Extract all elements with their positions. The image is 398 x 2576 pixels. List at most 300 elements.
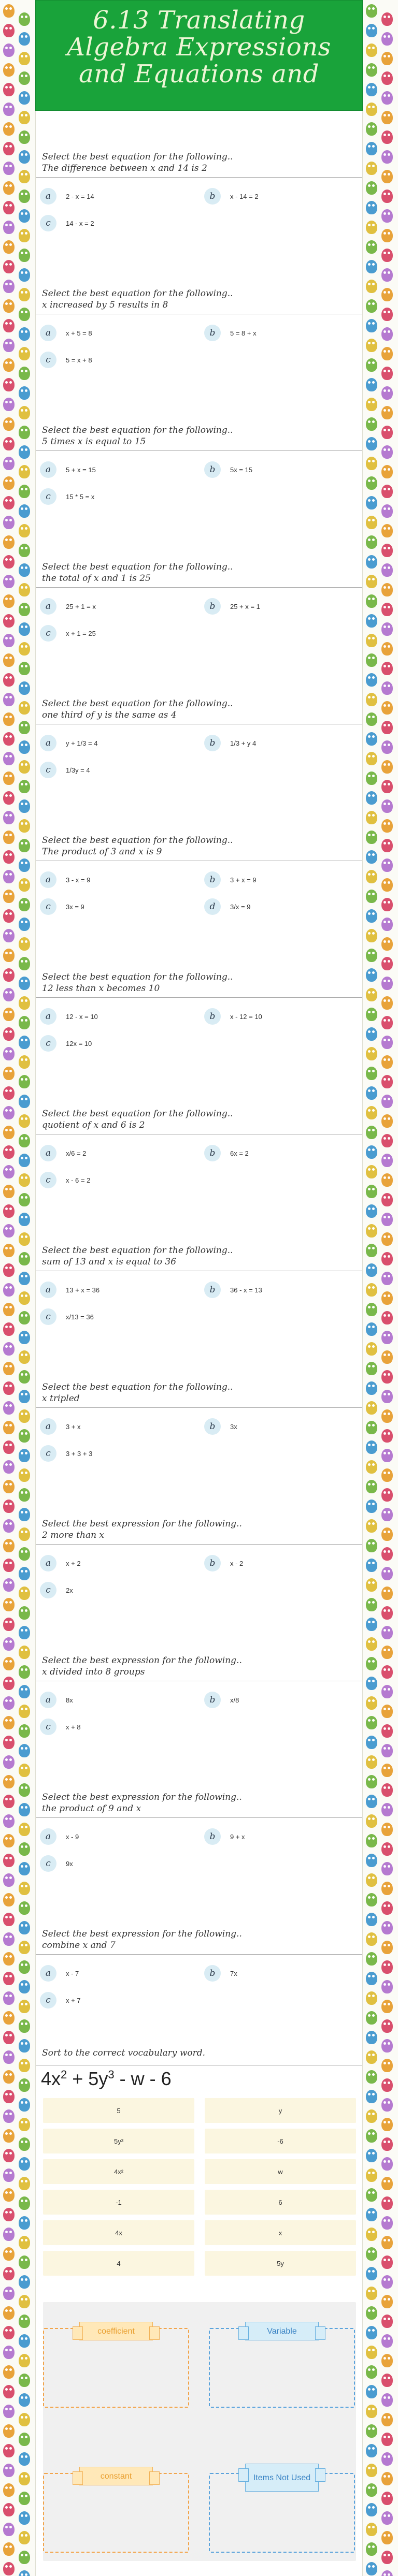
owl-decoration	[19, 544, 30, 557]
owl-decoration	[381, 32, 393, 46]
option-a[interactable]	[40, 734, 185, 752]
option-b[interactable]	[204, 1418, 349, 1435]
owl-decoration	[366, 673, 377, 687]
option-c[interactable]	[40, 214, 185, 232]
option-c[interactable]	[40, 761, 185, 779]
owl-decoration	[381, 1468, 393, 1482]
owl-decoration	[366, 1145, 377, 1159]
option-c[interactable]	[40, 488, 185, 505]
option-letter-badge: b	[204, 461, 221, 478]
option-letter-badge: b	[204, 1282, 221, 1298]
owl-decoration	[381, 426, 393, 439]
option-c[interactable]	[40, 1445, 185, 1462]
question-prompt	[38, 1518, 363, 1541]
worksheet-header	[35, 0, 363, 111]
owl-decoration	[19, 1272, 30, 1285]
option-letter-badge: a	[40, 735, 56, 751]
option-a[interactable]	[40, 1828, 185, 1845]
option-a[interactable]	[40, 1144, 185, 1162]
option-text: 5 = 8 + x	[230, 329, 257, 337]
option-text: 14 - x = 2	[66, 219, 94, 227]
owl-decoration	[3, 2208, 15, 2221]
owl-decoration	[366, 634, 377, 647]
option-text: 15 * 5 = x	[66, 492, 95, 501]
sort-item[interactable]: 6	[205, 2190, 356, 2215]
owl-decoration	[381, 524, 393, 537]
sort-item[interactable]: y	[205, 2098, 356, 2123]
owl-decoration	[366, 1834, 377, 1847]
sort-question	[36, 2047, 363, 2065]
owl-decoration	[19, 2157, 30, 2171]
option-letter-badge: c	[40, 1992, 56, 2009]
option-text: 3/x = 9	[230, 903, 251, 911]
question-prompt	[38, 1245, 363, 1268]
owl-decoration	[3, 1204, 15, 1218]
owl-decoration	[3, 811, 15, 824]
owl-decoration	[366, 1106, 377, 1119]
owl-decoration	[19, 2334, 30, 2348]
owl-decoration	[381, 957, 393, 970]
owl-decoration	[381, 1980, 393, 1993]
owl-decoration	[381, 327, 393, 341]
owl-decoration	[19, 2531, 30, 2544]
owl-decoration	[381, 209, 393, 223]
owl-decoration	[3, 1637, 15, 1651]
bin-label-constant: constant	[79, 2467, 153, 2485]
owl-decoration	[381, 1488, 393, 1502]
owl-decoration	[381, 839, 393, 852]
owl-decoration	[366, 2228, 377, 2241]
question-8	[36, 1108, 363, 1134]
option-b[interactable]	[204, 871, 349, 889]
owl-decoration	[381, 701, 393, 715]
owl-decoration	[366, 2011, 377, 2025]
owl-decoration	[3, 122, 15, 136]
owl-decoration	[3, 358, 15, 372]
owl-decoration	[19, 2295, 30, 2308]
option-letter-badge: b	[204, 1965, 221, 1982]
owl-decoration	[366, 1224, 377, 1238]
sort-item[interactable]: -1	[43, 2190, 194, 2215]
owl-decoration	[366, 831, 377, 844]
owl-decoration	[3, 968, 15, 982]
owl-decoration	[381, 1862, 393, 1875]
sort-item[interactable]: x	[205, 2220, 356, 2245]
option-letter-badge: c	[40, 1035, 56, 1052]
owl-decoration	[381, 1173, 393, 1187]
owl-decoration	[366, 476, 377, 490]
owl-decoration	[366, 496, 377, 510]
owl-decoration	[366, 1913, 377, 1926]
owl-decoration	[19, 2354, 30, 2367]
owl-decoration	[3, 1460, 15, 1474]
owl-decoration	[366, 83, 377, 96]
owl-decoration	[381, 2374, 393, 2387]
owl-decoration	[381, 1075, 393, 1088]
option-letter-badge: a	[40, 1828, 56, 1845]
owl-decoration	[381, 2354, 393, 2367]
owl-decoration	[19, 1606, 30, 1620]
owl-decoration	[3, 2346, 15, 2359]
question-instruction: Select the best expression for the following..	[42, 1655, 242, 1666]
owl-decoration	[381, 2295, 393, 2308]
owl-decoration	[366, 1480, 377, 1493]
option-a[interactable]	[40, 598, 185, 615]
owl-decoration	[366, 772, 377, 785]
owl-decoration	[3, 1657, 15, 1670]
question-instruction: Select the best equation for the following..	[42, 152, 233, 162]
owl-decoration	[19, 1508, 30, 1521]
owl-decoration	[3, 1539, 15, 1552]
option-b[interactable]	[204, 1281, 349, 1299]
owl-decoration	[366, 1991, 377, 2005]
owl-decoration	[19, 701, 30, 715]
owl-decoration	[366, 398, 377, 411]
option-text: 3x	[230, 1422, 237, 1431]
sort-item[interactable]: 4	[43, 2251, 194, 2276]
option-a[interactable]	[40, 1008, 185, 1025]
owl-decoration	[366, 1559, 377, 1572]
owl-decoration	[366, 299, 377, 313]
title-line-3: and Equations and	[79, 60, 319, 89]
owl-decoration	[381, 249, 393, 262]
owl-decoration	[366, 2149, 377, 2162]
owl-decoration	[3, 2365, 15, 2379]
option-a[interactable]	[40, 324, 185, 342]
option-a[interactable]	[40, 1691, 185, 1709]
owl-decoration	[366, 949, 377, 962]
owl-decoration	[19, 2196, 30, 2210]
owl-decoration	[19, 1095, 30, 1108]
option-b[interactable]	[204, 324, 349, 342]
owl-decoration	[19, 1154, 30, 1167]
owl-decoration	[3, 988, 15, 1001]
owl-decoration	[19, 12, 30, 26]
owl-decoration	[3, 673, 15, 687]
sort-item[interactable]: 5y	[205, 2251, 356, 2276]
owl-decoration	[381, 996, 393, 1010]
option-c[interactable]	[40, 1581, 185, 1599]
owl-decoration	[19, 819, 30, 833]
sort-item[interactable]: w	[205, 2159, 356, 2184]
owl-decoration	[381, 1685, 393, 1698]
owl-decoration	[366, 1539, 377, 1552]
option-a[interactable]	[40, 461, 185, 478]
question-statement: one third of y is the same as 4	[42, 710, 177, 720]
owl-decoration	[19, 2137, 30, 2151]
option-a[interactable]	[40, 1418, 185, 1435]
option-letter-badge: b	[204, 1555, 221, 1571]
option-text: x - 9	[66, 1832, 79, 1841]
bin-items-not-used[interactable]	[209, 2473, 355, 2553]
owl-decoration	[3, 319, 15, 332]
owl-decoration	[381, 563, 393, 577]
option-text: 6x = 2	[230, 1149, 249, 1157]
option-letter-badge: b	[204, 1145, 221, 1161]
owl-decoration	[3, 1972, 15, 1985]
option-letter-badge: c	[40, 1855, 56, 1872]
owl-decoration	[381, 2570, 393, 2576]
option-letter-badge: a	[40, 461, 56, 478]
sort-item[interactable]: 4x	[43, 2220, 194, 2245]
owl-decoration	[19, 2393, 30, 2407]
option-text: 25 + 1 = x	[66, 602, 96, 610]
owl-decoration	[381, 2177, 393, 2190]
owl-decoration	[3, 653, 15, 667]
owl-decoration	[19, 2039, 30, 2053]
owl-decoration	[381, 1547, 393, 1561]
owl-decoration	[19, 209, 30, 223]
owl-decoration	[19, 740, 30, 754]
owl-decoration	[381, 445, 393, 459]
owl-decoration	[19, 1114, 30, 1128]
question-14	[36, 1928, 363, 1955]
owl-decoration	[366, 1381, 377, 1395]
owl-decoration	[381, 150, 393, 164]
owl-decoration	[3, 2149, 15, 2162]
owl-decoration	[366, 457, 377, 470]
owl-decoration	[3, 2247, 15, 2261]
sort-item[interactable]: 5	[43, 2098, 194, 2123]
owl-decoration	[3, 1263, 15, 1277]
option-b[interactable]	[204, 1554, 349, 1572]
owl-decoration	[3, 476, 15, 490]
option-letter-badge: b	[204, 1828, 221, 1845]
option-b[interactable]	[204, 1828, 349, 1845]
question-prompt	[38, 971, 363, 994]
option-c[interactable]	[40, 1855, 185, 1872]
owl-decoration	[3, 1500, 15, 1513]
owl-decoration	[19, 2570, 30, 2576]
divider	[36, 450, 362, 451]
owl-decoration	[366, 909, 377, 923]
owl-decoration	[3, 732, 15, 746]
owl-decoration	[19, 1370, 30, 1384]
option-b[interactable]	[204, 1691, 349, 1709]
question-statement: sum of 13 and x is equal to 36	[42, 1257, 177, 1267]
owl-decoration	[366, 1893, 377, 1906]
question-statement: 2 more than x	[42, 1530, 105, 1540]
option-a[interactable]	[40, 1281, 185, 1299]
owl-decoration	[3, 1283, 15, 1297]
owl-decoration	[3, 1322, 15, 1336]
owl-decoration	[19, 898, 30, 911]
owl-decoration	[366, 1716, 377, 1729]
owl-decoration	[3, 83, 15, 96]
option-text: 3 - x = 9	[66, 876, 91, 884]
owl-decoration	[3, 2385, 15, 2398]
owl-decoration	[366, 2444, 377, 2457]
owl-decoration	[381, 2413, 393, 2426]
title-line-2: Algebra Expressions	[67, 33, 331, 62]
owl-decoration	[366, 1401, 377, 1415]
owl-decoration	[366, 712, 377, 726]
owl-decoration	[366, 1027, 377, 1041]
owl-decoration	[366, 1795, 377, 1808]
option-letter-badge: c	[40, 762, 56, 778]
option-b[interactable]	[204, 1144, 349, 1162]
sort-item[interactable]: -6	[205, 2129, 356, 2153]
option-c[interactable]	[40, 1171, 185, 1189]
owl-decoration	[366, 2326, 377, 2339]
option-b[interactable]	[204, 461, 349, 478]
option-a[interactable]	[40, 187, 185, 205]
option-a[interactable]	[40, 1554, 185, 1572]
owl-decoration	[19, 150, 30, 164]
sort-expression: $4x^2 + 5y^3 - w - 6$	[41, 2068, 172, 2089]
owl-decoration	[3, 1224, 15, 1238]
owl-decoration	[381, 1724, 393, 1738]
owl-decoration	[366, 43, 377, 57]
option-b[interactable]	[204, 187, 349, 205]
owl-decoration	[19, 1055, 30, 1069]
owl-decoration	[19, 1980, 30, 1993]
option-text: 1/3 + y 4	[230, 739, 257, 747]
question-prompt	[38, 561, 363, 584]
owl-decoration	[366, 1440, 377, 1454]
owl-decoration	[3, 378, 15, 391]
owl-decoration	[381, 465, 393, 478]
owl-decoration	[366, 2405, 377, 2418]
owl-decoration	[366, 122, 377, 136]
option-letter-badge: a	[40, 1145, 56, 1161]
bin-coefficient[interactable]	[43, 2328, 189, 2408]
option-d[interactable]	[204, 898, 349, 915]
owl-decoration	[366, 1657, 377, 1670]
owl-decoration	[3, 1893, 15, 1906]
owl-decoration	[19, 642, 30, 656]
owl-decoration	[19, 2118, 30, 2131]
divider	[36, 997, 362, 998]
question-instruction: Select the best expression for the following..	[42, 1929, 242, 1939]
owl-decoration	[381, 1409, 393, 1423]
question-6	[36, 835, 363, 861]
option-a[interactable]	[40, 871, 185, 889]
owl-decoration	[366, 221, 377, 234]
owl-decoration	[3, 1165, 15, 1178]
question-instruction: Select the best equation for the following..	[42, 425, 233, 435]
option-c[interactable]	[40, 898, 185, 915]
owl-decoration	[19, 288, 30, 301]
option-text: 5 = x + 8	[66, 356, 92, 364]
owl-decoration	[381, 2000, 393, 2013]
option-c[interactable]	[40, 351, 185, 369]
owl-decoration	[19, 130, 30, 144]
option-b[interactable]	[204, 1964, 349, 1982]
owl-decoration	[381, 2275, 393, 2289]
owl-decoration	[381, 130, 393, 144]
option-c[interactable]	[40, 624, 185, 642]
owl-decoration	[381, 308, 393, 321]
option-text: 3 + 3 + 3	[66, 1449, 93, 1458]
owl-decoration	[381, 1134, 393, 1147]
owl-decoration	[3, 1814, 15, 1828]
bin-constant[interactable]	[43, 2473, 189, 2553]
owl-decoration	[381, 1626, 393, 1639]
option-text: x - 6 = 2	[66, 1176, 91, 1184]
owl-decoration	[19, 1488, 30, 1502]
option-b[interactable]	[204, 1008, 349, 1025]
sort-item[interactable]: 5y³	[43, 2129, 194, 2153]
option-b[interactable]	[204, 734, 349, 752]
owl-decoration	[381, 1764, 393, 1777]
owl-decoration	[3, 2011, 15, 2025]
owl-decoration	[381, 1941, 393, 1954]
option-c[interactable]	[40, 1035, 185, 1052]
owl-decoration	[381, 2157, 393, 2171]
owl-decoration	[19, 1291, 30, 1305]
question-instruction: Select the best equation for the following..	[42, 1245, 233, 1256]
owl-decoration	[19, 32, 30, 46]
option-b[interactable]	[204, 598, 349, 615]
owl-decoration	[3, 614, 15, 628]
option-letter-badge: c	[40, 488, 56, 505]
owl-decoration	[3, 1991, 15, 2005]
owl-decoration	[19, 1960, 30, 1974]
option-letter-badge: a	[40, 1418, 56, 1435]
owl-decoration	[19, 2433, 30, 2446]
owl-decoration	[381, 1803, 393, 1816]
owl-decoration	[381, 12, 393, 26]
owl-decoration	[381, 190, 393, 203]
owl-decoration	[366, 2542, 377, 2556]
question-instruction: Select the best equation for the following..	[42, 1109, 233, 1119]
owl-decoration	[381, 347, 393, 360]
owl-decoration	[19, 1075, 30, 1088]
owl-decoration	[3, 1952, 15, 1966]
owl-decoration	[19, 1587, 30, 1600]
sort-item[interactable]: 4x²	[43, 2159, 194, 2184]
owl-decoration	[381, 1527, 393, 1541]
owl-decoration	[19, 1468, 30, 1482]
owl-decoration	[3, 103, 15, 116]
owl-decoration	[381, 1921, 393, 1934]
owl-decoration	[3, 1086, 15, 1100]
option-c[interactable]	[40, 1308, 185, 1326]
owl-decoration	[3, 1598, 15, 1611]
owl-decoration	[381, 1095, 393, 1108]
option-c[interactable]	[40, 1718, 185, 1736]
owl-decoration	[3, 2050, 15, 2064]
option-text: 12x = 10	[66, 1039, 92, 1047]
question-prompt	[38, 1792, 363, 1814]
owl-decoration	[19, 1705, 30, 1718]
owl-decoration	[381, 622, 393, 636]
option-letter-badge: b	[204, 188, 221, 205]
bin-variable[interactable]	[209, 2328, 355, 2408]
owl-decoration	[19, 622, 30, 636]
owl-decoration	[381, 603, 393, 616]
owl-decoration	[366, 890, 377, 903]
option-text: 9 + x	[230, 1832, 245, 1841]
question-statement: The product of 3 and x is 9	[42, 847, 162, 857]
owl-decoration	[366, 1618, 377, 1631]
owl-decoration	[19, 1685, 30, 1698]
owl-decoration	[19, 347, 30, 360]
owl-decoration	[366, 2247, 377, 2261]
owl-decoration	[19, 426, 30, 439]
owl-decoration	[366, 1460, 377, 1474]
owl-decoration	[19, 308, 30, 321]
owl-decoration	[19, 1429, 30, 1443]
option-c[interactable]	[40, 1991, 185, 2009]
owl-decoration	[381, 91, 393, 105]
option-text: 12 - x = 10	[66, 1012, 98, 1021]
worksheet-body	[35, 111, 363, 2576]
owl-decoration	[3, 1696, 15, 1710]
option-a[interactable]	[40, 1964, 185, 1982]
question-4	[36, 561, 363, 588]
